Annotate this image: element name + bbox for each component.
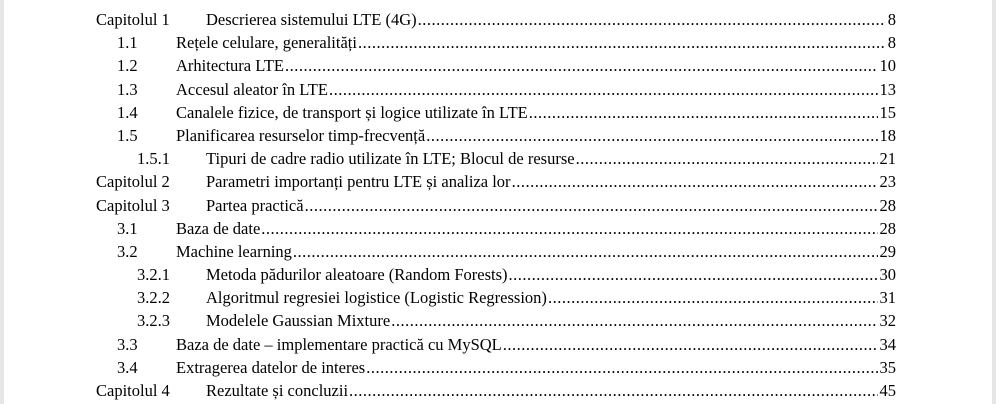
- toc-entry-title: Extragerea datelor de interes: [176, 357, 366, 377]
- toc-dot-leader: [503, 333, 878, 356]
- toc-entry[interactable]: [0, 124, 996, 147]
- toc-entry-page-number: 23: [879, 172, 896, 192]
- toc-entry-number: 3.2.2: [137, 288, 170, 308]
- toc-entry-title-line: [206, 8, 886, 31]
- toc-entry-page-number: 13: [879, 79, 896, 99]
- toc-dot-leader: [358, 31, 886, 54]
- toc-dot-leader: [576, 147, 878, 170]
- table-of-contents: [0, 8, 996, 402]
- toc-entry-title-line: [206, 286, 878, 309]
- toc-entry-number: 3.2.1: [137, 265, 170, 285]
- toc-dot-leader: [349, 379, 877, 402]
- toc-entry-title-line: [176, 124, 878, 147]
- toc-dot-leader: [418, 8, 886, 31]
- toc-entry-title: Arhitectura LTE: [176, 56, 284, 76]
- toc-dot-leader: [293, 240, 878, 263]
- toc-entry[interactable]: [0, 78, 996, 101]
- toc-entry[interactable]: [0, 286, 996, 309]
- toc-entry-title: Machine learning: [176, 241, 292, 261]
- toc-entry[interactable]: [0, 54, 996, 77]
- toc-entry-number: 1.5.1: [137, 149, 170, 169]
- toc-dot-leader: [529, 101, 878, 124]
- toc-entry-number: Capitolul 3: [96, 195, 170, 215]
- toc-entry-title: Baza de date: [176, 218, 261, 238]
- toc-dot-leader: [391, 309, 877, 332]
- toc-entry-title-line: [176, 333, 878, 356]
- toc-entry[interactable]: [0, 31, 996, 54]
- toc-dot-leader: [426, 124, 877, 147]
- toc-entry-title: Descrierea sistemului LTE (4G): [206, 10, 417, 29]
- toc-entry[interactable]: [0, 333, 996, 356]
- toc-entry-title-line: [206, 170, 878, 193]
- toc-entry-title: Modelele Gaussian Mixture: [206, 311, 391, 331]
- toc-dot-leader: [329, 78, 878, 101]
- toc-entry-title: Baza de date – implementare practică cu MySQL: [176, 334, 502, 354]
- toc-entry[interactable]: [0, 217, 996, 240]
- toc-entry[interactable]: [0, 101, 996, 124]
- toc-dot-leader: [261, 217, 877, 240]
- toc-entry-page-number: 28: [879, 218, 896, 238]
- toc-entry-title-line: [176, 240, 878, 263]
- toc-dot-leader: [512, 170, 878, 193]
- toc-entry-page-number: 34: [879, 334, 896, 354]
- toc-entry-page-number: 21: [879, 149, 896, 169]
- toc-entry-title-line: [176, 356, 878, 379]
- toc-entry[interactable]: [0, 263, 996, 286]
- toc-entry[interactable]: [0, 147, 996, 170]
- toc-dot-leader: [548, 286, 878, 309]
- toc-entry-title: Rețele celulare, generalități: [176, 33, 357, 53]
- toc-entry-title: Accesul aleator în LTE: [176, 79, 328, 99]
- toc-entry-title-line: [176, 217, 878, 240]
- toc-entry[interactable]: [0, 379, 996, 402]
- toc-entry-title-line: [176, 54, 878, 77]
- toc-dot-leader: [509, 263, 878, 286]
- toc-entry[interactable]: [0, 194, 996, 217]
- toc-entry-title-line: [206, 309, 878, 332]
- toc-entry-page-number: 32: [879, 311, 896, 331]
- toc-entry-number: 3.3: [117, 334, 138, 354]
- toc-entry-title-line: [206, 263, 878, 286]
- toc-entry-number: 1.3: [117, 79, 138, 99]
- toc-entry-title: Tipuri de cadre radio utilizate în LTE; Blocul de resurse: [206, 149, 575, 169]
- toc-entry-title: Canalele fizice, de transport și logice utilizate în LTE: [176, 102, 528, 122]
- toc-entry-page-number: 29: [879, 241, 896, 261]
- toc-entry-page-number: 35: [879, 357, 896, 377]
- toc-entry-number: Capitolul 2: [96, 172, 170, 192]
- toc-entry[interactable]: [0, 8, 996, 31]
- toc-entry-title-line: [176, 101, 878, 124]
- toc-entry-page-number: 15: [879, 102, 896, 122]
- toc-entry-title: Rezultate și concluzii: [206, 381, 349, 400]
- toc-entry-title-line: [206, 147, 878, 170]
- toc-entry-number: 1.2: [117, 56, 138, 76]
- toc-entry[interactable]: [0, 309, 996, 332]
- toc-entry-number: 3.2.3: [137, 311, 170, 331]
- toc-entry-page-number: 10: [879, 56, 896, 76]
- toc-entry-page-number: 8: [887, 33, 896, 53]
- toc-dot-leader: [305, 194, 878, 217]
- toc-entry-title: Metoda pădurilor aleatoare (Random Forests): [206, 265, 508, 285]
- toc-entry[interactable]: [0, 170, 996, 193]
- toc-entry-page-number: 28: [879, 195, 896, 215]
- toc-entry-title-line: [206, 379, 878, 402]
- toc-entry-title: Partea practică: [206, 195, 304, 215]
- toc-entry-number: 3.1: [117, 218, 138, 238]
- toc-entry-number: 3.4: [117, 357, 138, 377]
- toc-entry-page-number: 45: [879, 381, 896, 400]
- toc-entry-title-line: [206, 194, 878, 217]
- toc-entry-page-number: 18: [879, 125, 896, 145]
- toc-entry-number: 1.1: [117, 33, 138, 53]
- toc-dot-leader: [285, 54, 878, 77]
- toc-entry-title-line: [176, 31, 886, 54]
- toc-entry[interactable]: [0, 240, 996, 263]
- toc-dot-leader: [366, 356, 877, 379]
- toc-entry-number: 1.4: [117, 102, 138, 122]
- toc-entry-title: Algoritmul regresiei logistice (Logistic Regression): [206, 288, 547, 308]
- toc-entry-number: Capitolul 4: [96, 381, 170, 400]
- toc-entry-page-number: 8: [887, 10, 896, 29]
- toc-entry-title-line: [176, 78, 878, 101]
- toc-entry-title: Parametri importanți pentru LTE și analiza lor: [206, 172, 511, 192]
- toc-entry[interactable]: [0, 356, 996, 379]
- toc-entry-number: Capitolul 1: [96, 10, 170, 29]
- toc-entry-title: Planificarea resurselor timp-frecvență: [176, 125, 426, 145]
- toc-entry-number: 3.2: [117, 241, 138, 261]
- toc-entry-page-number: 30: [879, 265, 896, 285]
- toc-entry-number: 1.5: [117, 125, 138, 145]
- toc-entry-page-number: 31: [879, 288, 896, 308]
